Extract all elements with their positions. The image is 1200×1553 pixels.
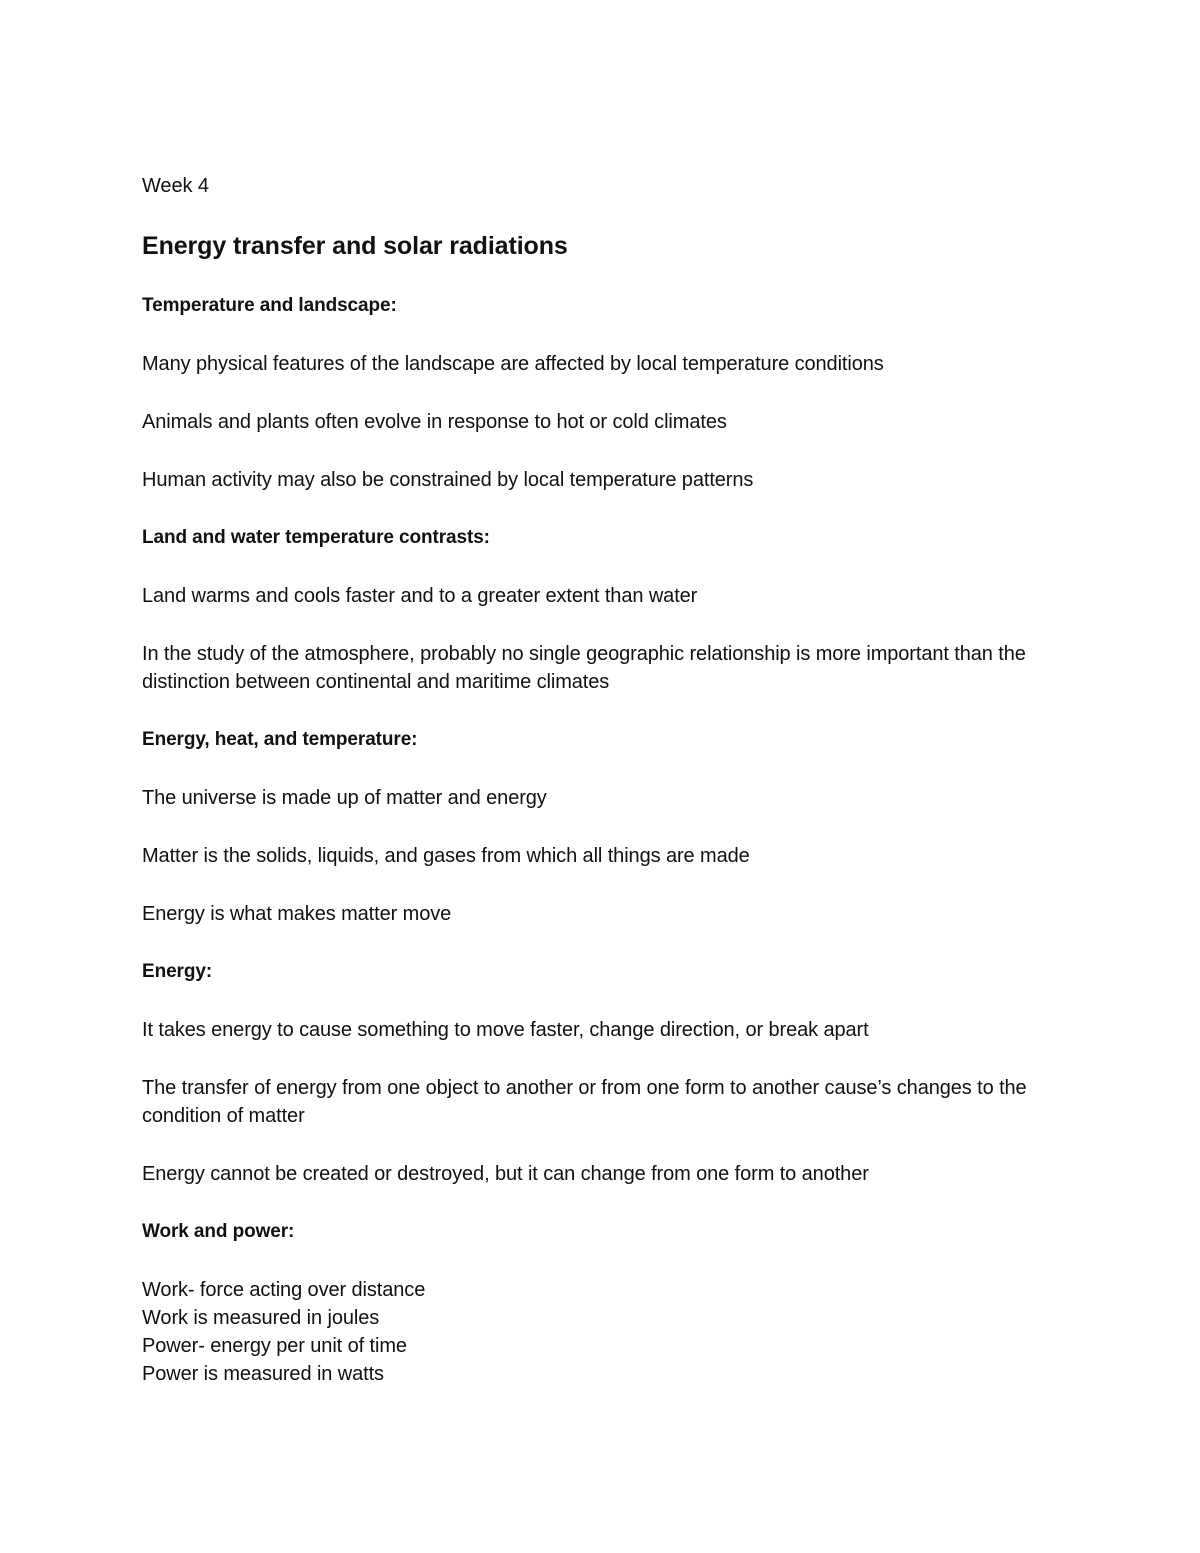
paragraph: Land warms and cools faster and to a greater extent than water <box>142 585 698 607</box>
section-temperature-landscape <box>142 292 1072 494</box>
section-heading: Land and water temperature contrasts: <box>142 527 490 548</box>
paragraph: The transfer of energy from one object to another or from one form to another cause’s changes to the condition of matter <box>142 1077 1027 1127</box>
section-heading: Work and power: <box>142 1221 295 1242</box>
section-heading: Energy, heat, and temperature: <box>142 729 418 750</box>
paragraph: The universe is made up of matter and energy <box>142 787 547 809</box>
section-land-water-contrasts <box>142 524 1072 696</box>
section-energy-heat-temperature <box>142 726 1072 928</box>
paragraph: Human activity may also be constrained by local temperature patterns <box>142 469 754 491</box>
list-line: Power is measured in watts <box>142 1363 384 1385</box>
section-work-power <box>142 1218 1072 1388</box>
paragraph: In the study of the atmosphere, probably no single geographic relationship is more important than the distinction between continental and maritime climates <box>142 643 1026 693</box>
list-line: Power- energy per unit of time <box>142 1335 407 1357</box>
list-line: Work is measured in joules <box>142 1307 380 1329</box>
document-content <box>142 172 1072 1388</box>
document-title: Energy transfer and solar radiations <box>142 232 568 260</box>
paragraph: Energy is what makes matter move <box>142 903 452 925</box>
section-heading: Temperature and landscape: <box>142 295 397 316</box>
list-line: Work- force acting over distance <box>142 1279 426 1301</box>
paragraph: Many physical features of the landscape are affected by local temperature conditions <box>142 353 884 375</box>
week-label: Week 4 <box>142 175 209 197</box>
section-heading: Energy: <box>142 961 213 982</box>
paragraph: Energy cannot be created or destroyed, but it can change from one form to another <box>142 1163 869 1185</box>
paragraph: Matter is the solids, liquids, and gases from which all things are made <box>142 845 750 867</box>
paragraph: It takes energy to cause something to move faster, change direction, or break apart <box>142 1019 869 1041</box>
paragraph: Animals and plants often evolve in response to hot or cold climates <box>142 411 727 433</box>
section-energy <box>142 958 1072 1188</box>
